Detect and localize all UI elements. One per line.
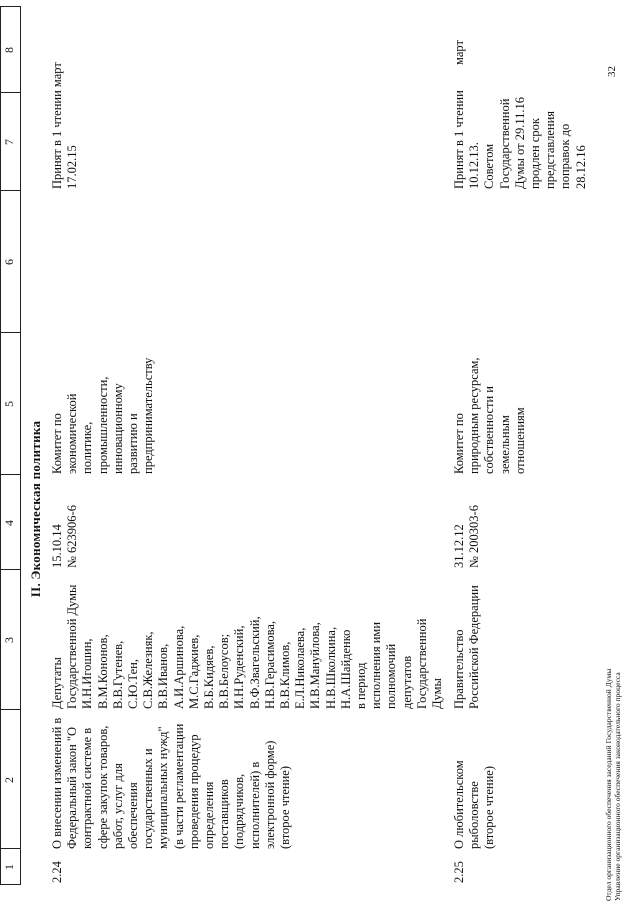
page-number: 32 — [606, 66, 618, 77]
bill-committee: Комитет по природным ресурсам, собственности и земельным отношениям — [452, 357, 527, 474]
row-number: 2.25 — [452, 861, 466, 883]
col-divider — [0, 884, 21, 885]
bill-status: Принят в 1 чтении март 17.02.15 — [50, 62, 80, 189]
bill-title: О внесении изменений в Федеральный закон "О контрактной системе в сфере закупок товаров, работ, услуг для обеспечения государственных и муниципальных нужд" (в части регламентации проведения процедур определения поставщиков (подрядчиков, исполнителей) в электронной форме) (второе чтение) — [50, 717, 293, 849]
bill-title: О любительском рыболовстве (второе чтение) — [452, 760, 497, 849]
bill-col8: март — [452, 40, 466, 65]
bill-col7: Принят в 1 чтении 10.12.13. Советом Государственной Думы от 29.11.16 продлен срок представления поправок до 28.12.16 — [452, 90, 588, 189]
table-border-top — [0, 7, 1, 885]
header-row-divider — [20, 7, 21, 885]
bill-authors: Правительство Российской Федерации — [452, 585, 482, 709]
column-number: 6 — [2, 259, 16, 265]
col-divider — [0, 190, 21, 191]
column-number: 8 — [2, 47, 16, 53]
column-number: 7 — [2, 139, 16, 145]
column-number: 5 — [2, 401, 16, 407]
footer-department: Отдел организационного обеспечения заседаний Государственной Думы — [604, 668, 613, 901]
col-divider — [0, 709, 21, 710]
column-number: 2 — [2, 777, 16, 783]
section-title: II. Экономическая политика — [28, 420, 43, 598]
col-divider — [0, 92, 21, 93]
col-divider — [0, 474, 21, 475]
row-number: 2.24 — [50, 861, 64, 883]
column-number: 3 — [2, 637, 16, 643]
col-divider — [0, 569, 21, 570]
col-divider — [0, 332, 21, 333]
footer-office: Управление организационного обеспечения законодательного процесса — [613, 672, 622, 901]
bill-authors: Депутаты Государственной Думы И.Н.Игошин, В.М.Кононов, В.В.Гутенев, С.Ю.Тен, С.В.Железняк, В.В.Иванов, А.И.Аршинова, М.С.Гаджиев, В.Б.Кидяев, В.В.Белоусов; И.Н.Руденский, В.Ф.Звагельский, Н.В.Герасимова, В.В.Климов, Е.Л.Николаева, И.В.Мануйлова, Н.В.Школкина, Н.А.Шайденко в период исполнения ими полномочий депутатов Государственной Думы — [50, 584, 445, 709]
column-number: 1 — [2, 864, 16, 870]
bill-date-number: 31.12.12 № 200303-6 — [452, 505, 482, 568]
bill-date-number: 15.10.14 № 623906-6 — [50, 505, 80, 568]
bill-committee: Комитет по экономической политике, промышленности, инновационному развитию и предпринимательству — [50, 357, 156, 474]
column-number: 4 — [2, 520, 16, 526]
col-divider — [0, 848, 21, 849]
col-divider — [0, 6, 21, 7]
